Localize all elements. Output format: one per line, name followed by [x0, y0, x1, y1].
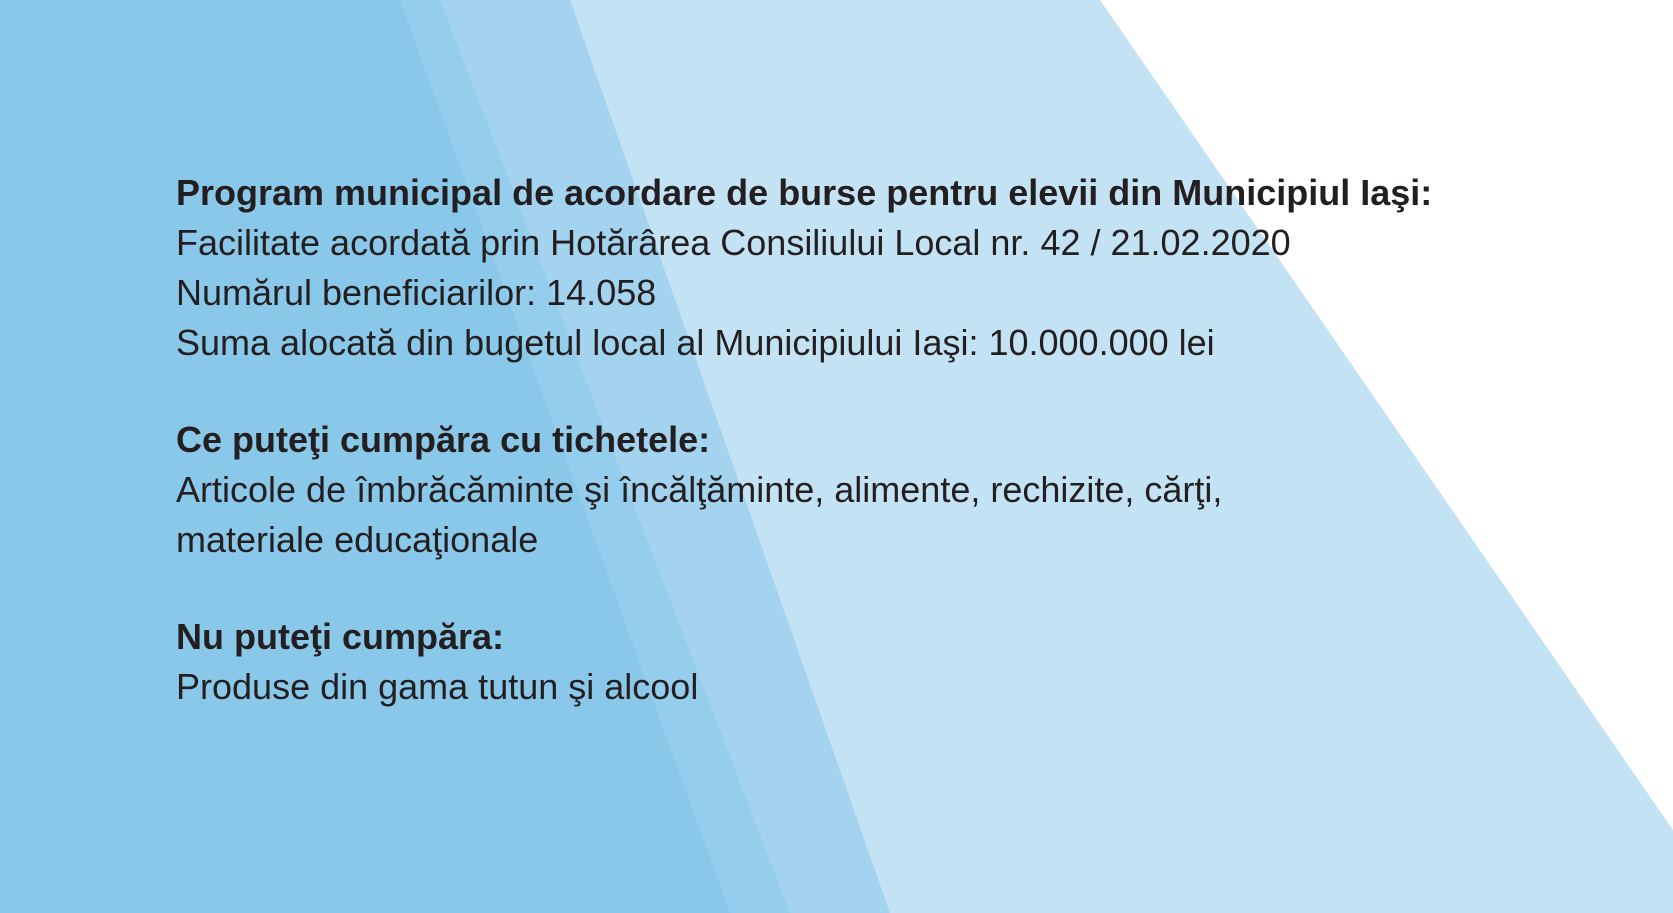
allowed-heading: Ce puteţi cumpăra cu tichetele: [176, 419, 711, 460]
program-budget-line: Suma alocată din bugetul local al Municipiului Iaşi: 10.000.000 lei [176, 322, 1215, 363]
allowed-items-line-continued: materiale educaţionale [176, 519, 539, 560]
forbidden-heading: Nu puteţi cumpăra: [176, 616, 505, 657]
program-beneficiaries-line: Numărul beneficiarilor: 14.058 [176, 272, 657, 313]
program-decision-line: Facilitate acordată prin Hotărârea Consiliului Local nr. 42 / 21.02.2020 [176, 222, 1291, 263]
forbidden-items-line: Produse din gama tutun şi alcool [176, 666, 699, 707]
allowed-items-line: Articole de îmbrăcăminte şi încălţăminte, alimente, rechizite, cărţi, [176, 469, 1223, 510]
forbidden-section [176, 612, 1636, 712]
program-section [176, 168, 1636, 368]
info-content [176, 168, 1636, 759]
program-heading: Program municipal de acordare de burse pentru elevii din Municipiul Iaşi: [176, 172, 1433, 213]
allowed-section [176, 415, 1636, 565]
